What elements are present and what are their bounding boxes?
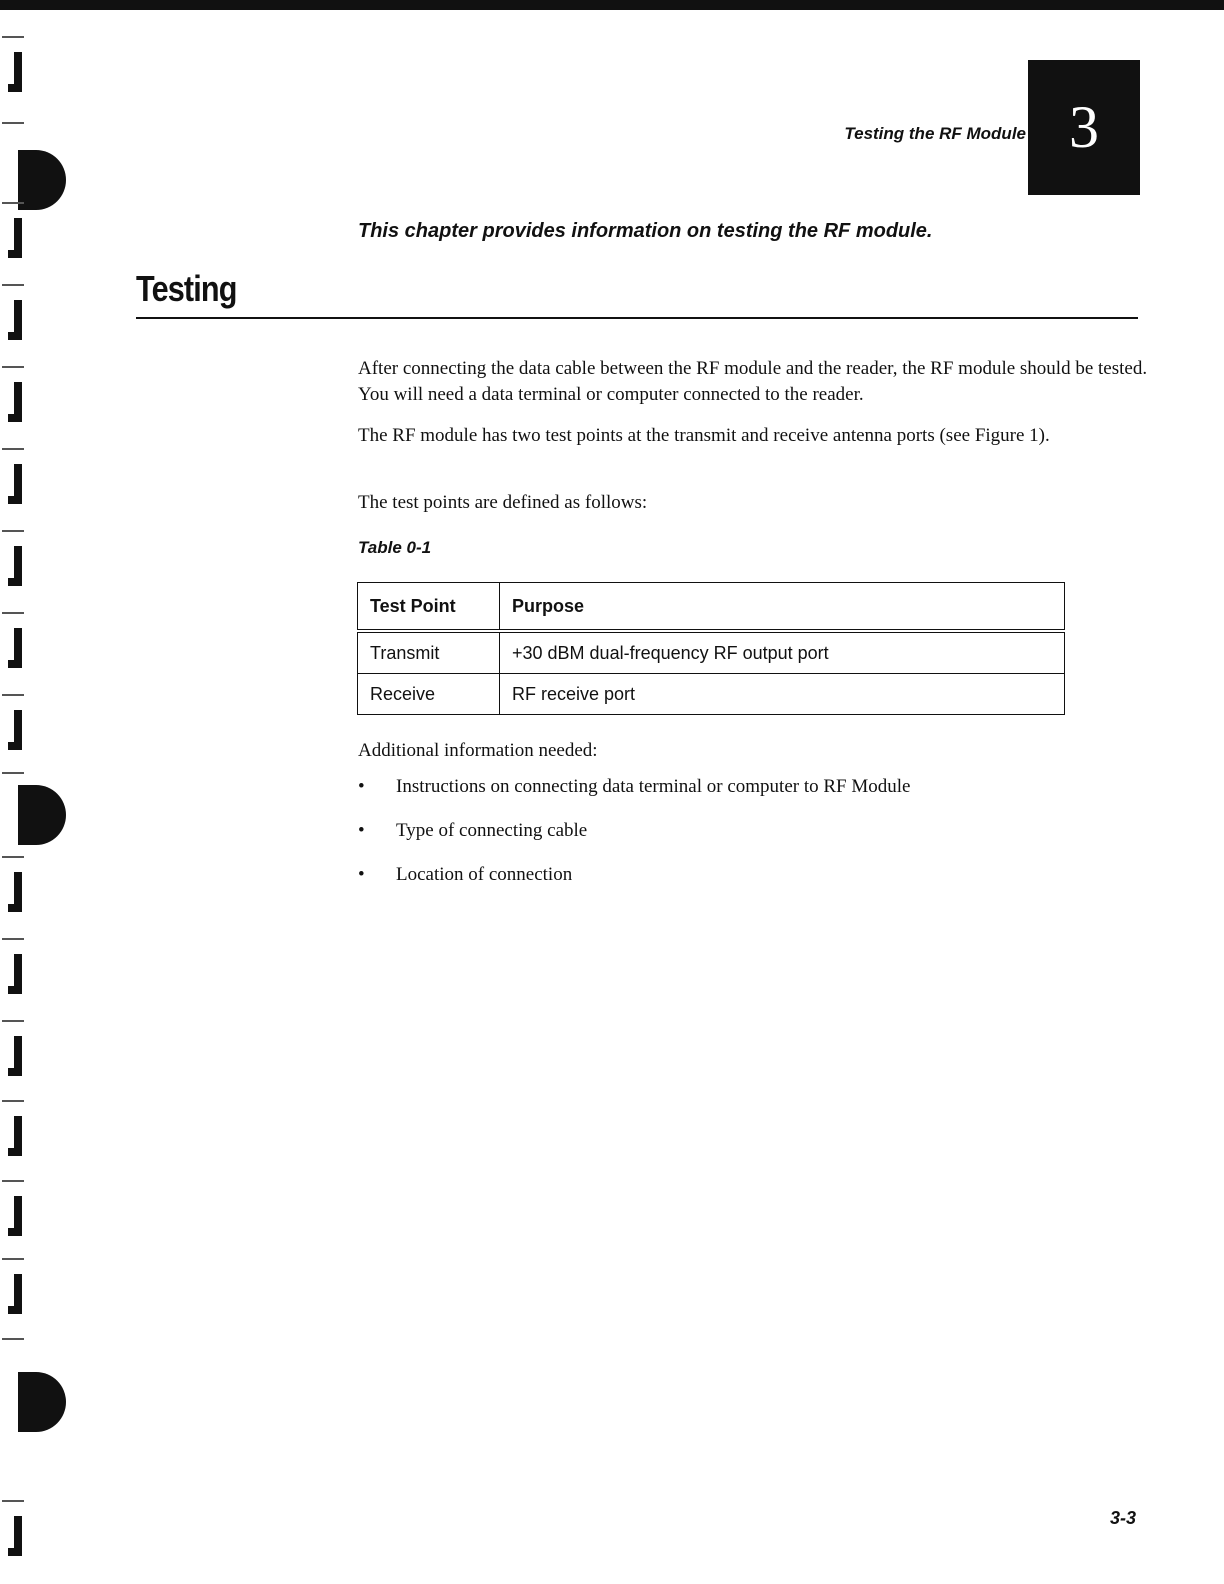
table-row (358, 631, 1065, 674)
table-caption: Table 0-1 (358, 538, 432, 557)
list-item: • Location of connection (358, 864, 910, 908)
section-rule (136, 317, 1138, 319)
table-row (358, 674, 1065, 715)
paragraph-connecting: After connecting the data cable between the RF module and the reader, the RF module should be tested. You will need a data terminal or computer connected to the reader. (358, 358, 1148, 405)
table-cell: Transmit (358, 631, 500, 674)
paragraph-test-points: The RF module has two test points at the transmit and receive antenna ports (see Figure 1). (358, 425, 1050, 446)
table-header-cell: Purpose (500, 583, 1065, 632)
list-item: • Instructions on connecting data terminal or computer to RF Module (358, 776, 910, 820)
chapter-intro: This chapter provides information on testing the RF module. (358, 220, 933, 242)
table-cell: RF receive port (500, 674, 1065, 715)
chapter-number: 3 (1069, 94, 1099, 160)
table-header-cell: Test Point (358, 583, 500, 632)
table-header-row (358, 583, 1065, 632)
paragraph-defined: The test points are defined as follows: (358, 492, 648, 513)
additional-info-label: Additional information needed: (358, 740, 598, 761)
list-item: • Type of connecting cable (358, 820, 910, 864)
page-number: 3-3 (1110, 1508, 1137, 1528)
binder-holes (0, 0, 80, 1584)
table-cell: +30 dBM dual-frequency RF output port (500, 631, 1065, 674)
test-point-table (357, 582, 1065, 715)
section-title: Testing (136, 268, 237, 309)
additional-info-list (358, 776, 910, 908)
chapter-number-tab (1028, 60, 1140, 195)
chapter-running-title: Testing the RF Module (844, 124, 1026, 143)
top-border (0, 0, 1224, 10)
table-cell: Receive (358, 674, 500, 715)
